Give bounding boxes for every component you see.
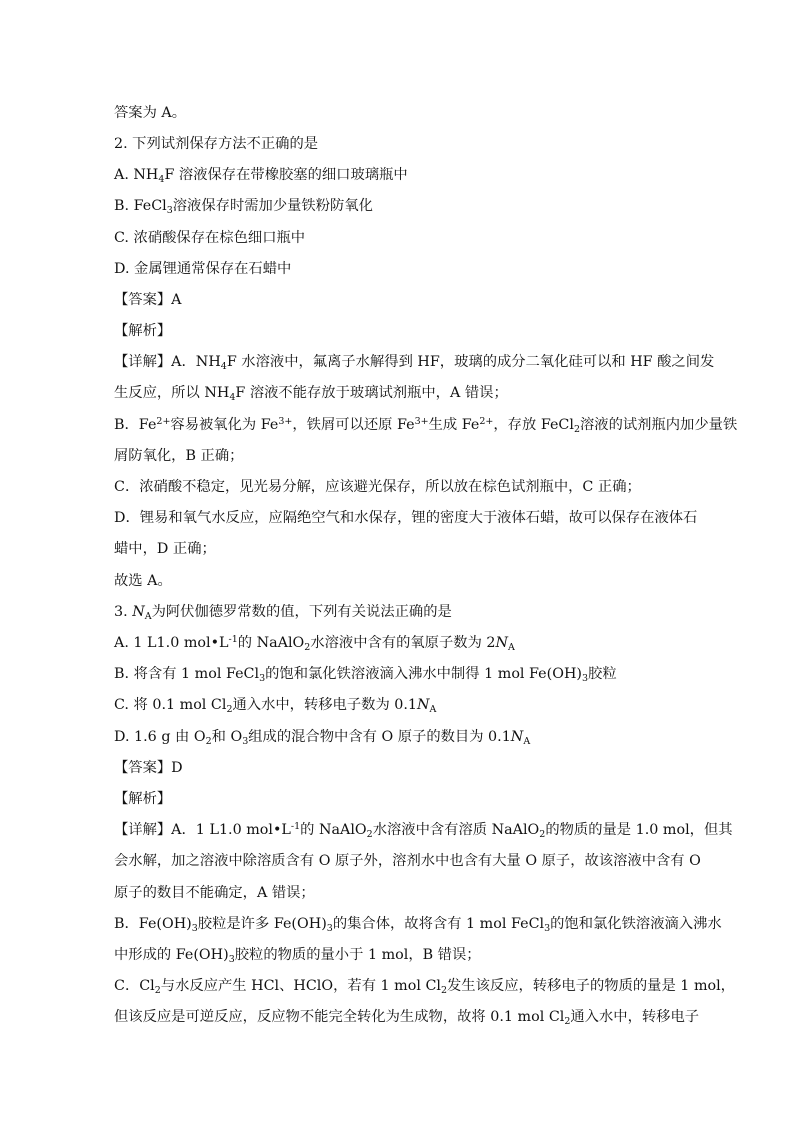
q2-answer: 【答案】A (114, 292, 182, 308)
q3-option-a: A. 1 L1.0 $mol•L^{-1}$的 NaAlO$_2$水溶液中含有的氧原子数为 $2N_A$ (114, 634, 515, 653)
q1-answer-tail: 答案为 A。 (114, 105, 187, 121)
q3-detail-line-6: C．$Cl_2$与水反应产生 HCl、HClO，若有 1 mol $Cl_2$发生该反应，转移电子的物质的量是 1 mol， (114, 978, 735, 996)
q3-detail-line-5: 中形成的 $Fe(OH)_3$胶粒的物质的量小于 1 mol，B 错误； (114, 947, 481, 965)
q2-option-b: B. FeCl$_3$溶液保存时需加少量铁粉防氧化 (114, 198, 373, 216)
q2-analysis-heading: 【解析】 (114, 323, 172, 339)
q2-detail-line-5: C．浓硝酸不稳定，见光易分解，应该避光保存，所以放在棕色试剂瓶中，C 正确； (114, 479, 641, 495)
q3-option-d: D. 1.6 g 由 $O_2$和 $O_3$组成的混合物中含有 O 原子的数目为 $0.1N_A$ (114, 729, 531, 747)
q2-option-d: D. 金属锂通常保存在石蜡中 (114, 261, 292, 277)
q3-stem: 3. $N_A$为阿伏伽德罗常数的值，下列有关说法正确的是 (114, 604, 452, 622)
q2-detail-line-7: 蜡中，D 正确； (114, 541, 216, 557)
q3-answer: 【答案】D (114, 760, 183, 776)
q3-option-b: B. 将含有 1 mol FeCl$_3$的饱和氯化铁溶液滴入沸水中制得 1 mol $Fe(OH)_3$胶粒 (114, 666, 617, 684)
q2-detail-line-6: D．锂易和氧气水反应，应隔绝空气和水保存，锂的密度大于液体石蜡，故可以保存在液体石 (114, 510, 698, 526)
q2-detail-line-2: 生反应，所以 $NH_4F$ 溶液不能存放于玻璃试剂瓶中，A 错误； (114, 385, 508, 403)
q3-detail-line-3: 原子的数目不能确定，A 错误； (114, 885, 315, 901)
q3-analysis-heading: 【解析】 (114, 791, 172, 807)
q3-detail-line-7: 但该反应是可逆反应，反应物不能完全转化为生成物，故将 0.1 mol $Cl_2$通入水中，转移电子 (114, 1009, 700, 1027)
q3-detail-line-2: 会水解，加之溶液中除溶质含有 O 原子外，溶剂水中也含有大量 O 原子，故该溶液中含有 O (114, 853, 701, 869)
q2-option-a: A. $NH_4F$ 溶液保存在带橡胶塞的细口玻璃瓶中 (114, 167, 408, 185)
q3-detail-line-4: B．$Fe(OH)_3$胶粒是许多 $Fe(OH)_3$的集合体，故将含有 1 mol FeCl$_3$的饱和氯化铁溶液滴入沸水 (114, 916, 722, 934)
q3-detail-line-1: 【详解】A．1 L1.0 $mol•L^{-1}$的 NaAlO$_2$水溶液中含有溶质 NaAlO$_2$的物质的量是 1.0 mol，但其 (114, 821, 733, 840)
q2-detail-line-4: 屑防氧化，B 正确； (114, 448, 244, 464)
q2-detail-line-3: B．$Fe^{2+}$容易被氧化为 $Fe^{3+}$，铁屑可以还原 $Fe^{3+}$生成 $Fe^{2+}$，存放 FeCl$_2$溶液的试剂瓶内加少量铁 (114, 416, 738, 435)
q2-detail-line-1: 【详解】A．$NH_4F$ 水溶液中，氟离子水解得到 HF，玻璃的成分二氧化硅可以和 HF 酸之间发 (114, 354, 715, 372)
q2-option-c: C. 浓硝酸保存在棕色细口瓶中 (114, 230, 306, 246)
q2-conclusion: 故选 A。 (114, 573, 172, 589)
q2-stem: 2. 下列试剂保存方法不正确的是 (114, 136, 319, 152)
q3-option-c: C. 将 0.1 mol $Cl_2$通入水中，转移电子数为 $0.1N_A$ (114, 697, 437, 715)
